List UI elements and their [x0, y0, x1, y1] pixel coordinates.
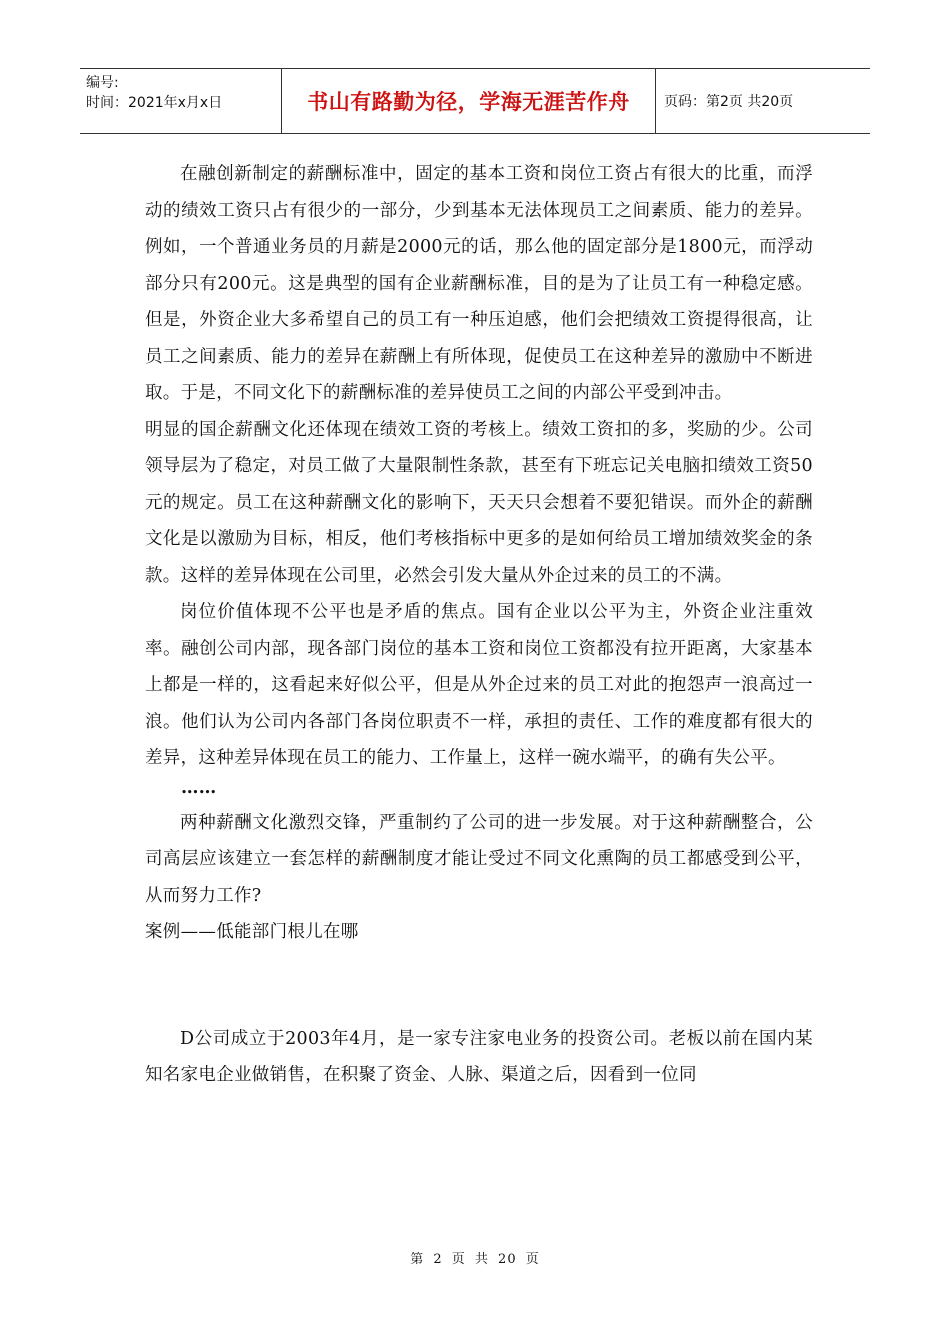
time-label: 时间：2021年x月x日	[86, 95, 223, 111]
header-page-info: 页码：第2页 共20页	[664, 94, 794, 110]
paragraph-performance-assessment: 明显的国企薪酬文化还体现在绩效工资的考核上。绩效工资扣的多，奖励的少。公司领导层为了稳定，对员工做了大量限制性条款，甚至有下班忘记关电脑扣绩效工资50元的规定。员工在这种薪酬文化的影响下，天天只会想着不要犯错误。而外企的薪酬文化是以激励为目标，相反，他们考核指标中更多的是如何给员工增加绩效奖金的条款。这样的差异体现在公司里，必然会引发大量从外企过来的员工的不满。	[145, 419, 813, 586]
page-header	[80, 68, 870, 134]
document-body	[145, 156, 813, 1094]
page-footer: 第 2 页 共 20 页	[410, 1252, 540, 1267]
paragraph-salary-standard: 在融创新制定的薪酬标准中，固定的基本工资和岗位工资占有很大的比重，而浮动的绩效工资只占有很少的一部分，少到基本无法体现员工之间素质、能力的差异。例如，一个普通业务员的月薪是2000元的话，那么他的固定部分是1800元，而浮动部分只有200元。这是典型的国有企业薪酬标准，目的是为了让员工有一种稳定感。但是，外资企业大多希望自己的员工有一种压迫感，他们会把绩效工资提得很高，让员工之间素质、能力的差异在薪酬上有所体现，促使员工在这种差异的激励中不断进取。于是，不同文化下的薪酬标准的差异使员工之间的内部公平受到冲击。	[145, 164, 813, 403]
number-label: 编号:	[86, 75, 119, 91]
paragraph-company-d: D公司成立于2003年4月，是一家专注家电业务的投资公司。老板以前在国内某知名家电企业做销售，在积聚了资金、人脉、渠道之后，因看到一位同	[145, 1028, 813, 1085]
header-meta	[80, 69, 282, 133]
paragraph-conclusion-question: 两种薪酬文化激烈交锋，严重制约了公司的进一步发展。对于这种薪酬整合，公司高层应该建立一套怎样的薪酬制度才能让受过不同文化熏陶的员工都感受到公平，从而努力工作?	[145, 812, 813, 906]
paragraph-position-value: 岗位价值体现不公平也是矛盾的焦点。国有企业以公平为主，外资企业注重效率。融创公司内部，现各部门岗位的基本工资和岗位工资都没有拉开距离，大家基本上都是一样的，这看起来好似公平，但是从外企过来的员工对此的抱怨声一浪高过一浪。他们认为公司内各部门各岗位职责不一样，承担的责任、工作的难度都有很大的差异，这种差异体现在员工的能力、工作量上，这样一碗水端平，的确有失公平。	[145, 602, 813, 768]
ellipsis-mark: ……	[181, 777, 217, 798]
case-title: 案例——低能部门根儿在哪	[145, 922, 359, 942]
header-motto: 书山有路勤为径，学海无涯苦作舟	[282, 69, 656, 133]
blank-spacer	[145, 951, 813, 1021]
